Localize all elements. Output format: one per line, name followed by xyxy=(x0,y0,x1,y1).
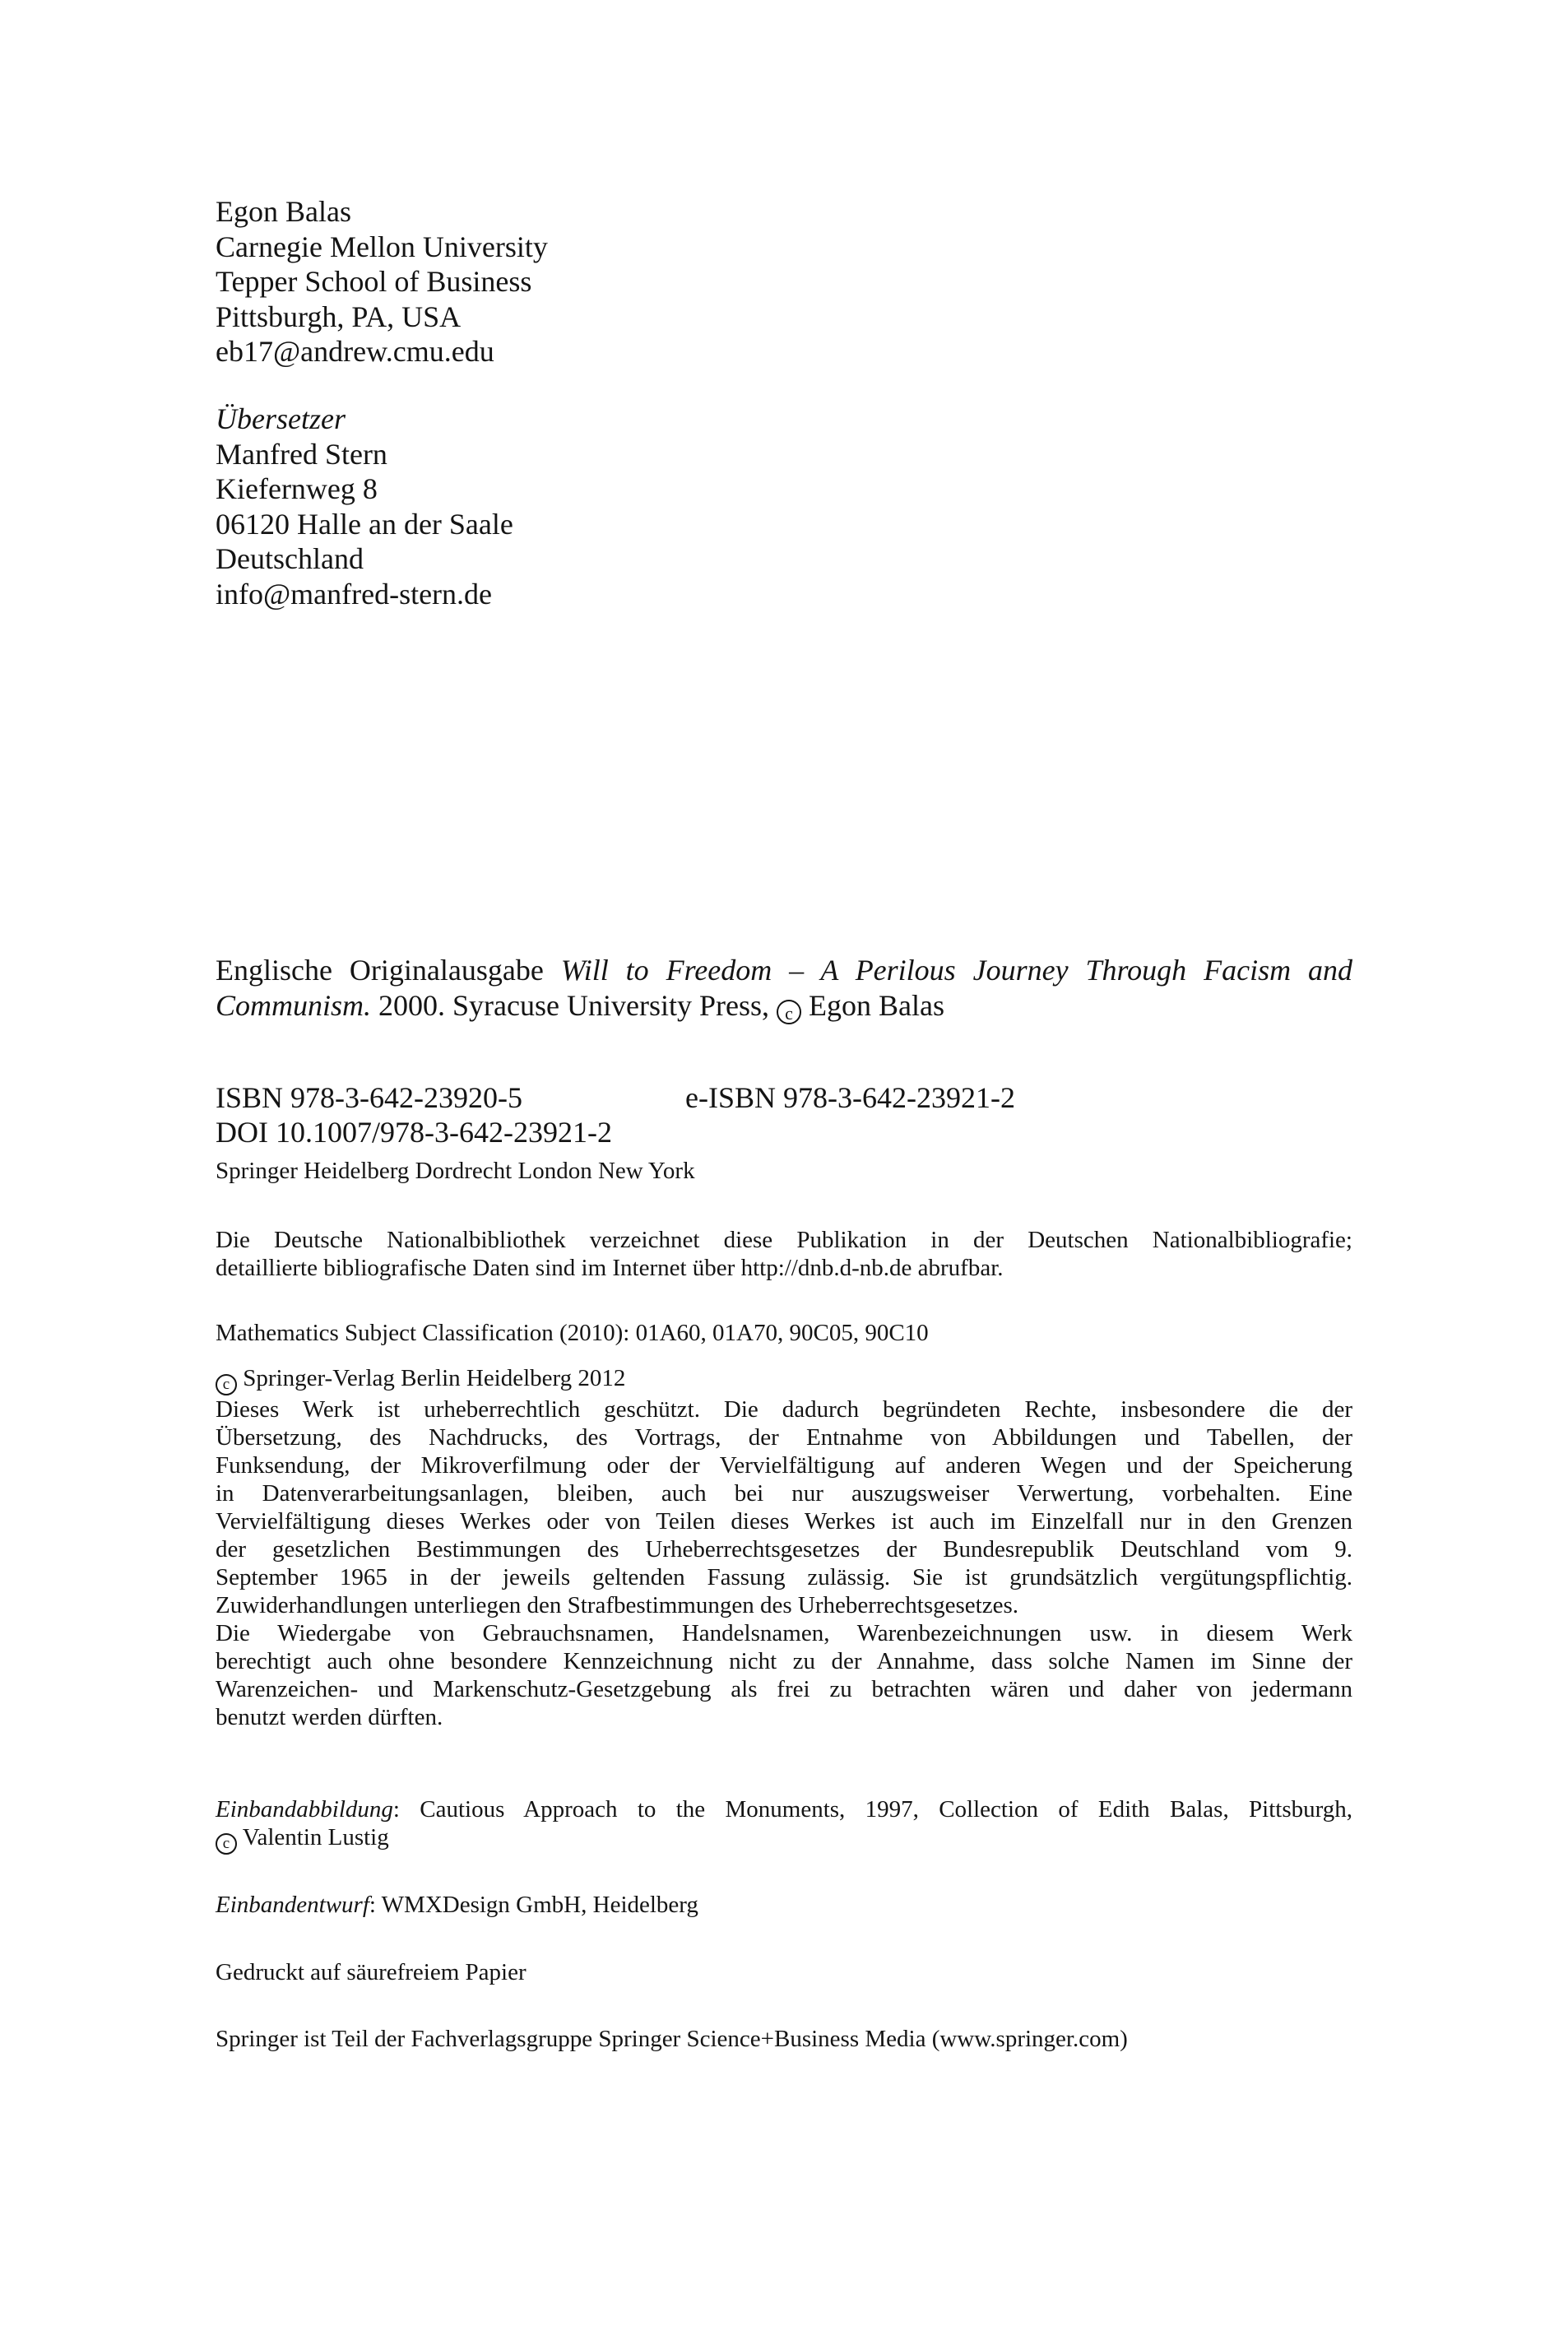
cover-illustration-line-1 xyxy=(216,1795,1352,1823)
copyright-line: Dieses Werk ist urheberrechtlich geschützt. Die dadurch begründeten Rechte, insbesondere die der xyxy=(216,1396,1352,1423)
cover-illustration-text: : Cautious Approach to the Monuments, 1997, Collection of Edith Balas, Pittsburgh, xyxy=(392,1796,1352,1823)
edition-prefix: Englische Originalausgabe xyxy=(216,954,544,987)
isbn: ISBN 978-3-642-23920-5 xyxy=(216,1081,522,1114)
copyright-notice xyxy=(216,1364,1352,1731)
copyright-icon: c xyxy=(216,1374,237,1395)
trademark-line: Die Wiedergabe von Gebrauchsnamen, Handelsnamen, Warenbezeichnungen usw. in diesem Werk xyxy=(216,1620,1352,1646)
trademark-line: Warenzeichen- und Markenschutz-Gesetzgebung als frei zu betrachten wären und daher von jedermann xyxy=(216,1676,1352,1702)
edition-line-1 xyxy=(216,953,1352,988)
author-name: Egon Balas xyxy=(216,195,351,228)
translator-country: Deutschland xyxy=(216,542,364,575)
cover-illustration-label: Einbandabbildung xyxy=(216,1796,393,1823)
trademark-line: berechtigt auch ohne besondere Kennzeichnung nicht zu der Annahme, dass solche Namen im Sinne der xyxy=(216,1648,1352,1674)
copyright-icon: c xyxy=(216,1833,237,1855)
springer-group-note: Springer ist Teil der Fachverlagsgruppe Springer Science+Business Media (www.springer.com) xyxy=(216,2026,1128,2052)
edition-title-part2: Communism. xyxy=(216,988,372,1022)
translator-label: Übersetzer xyxy=(216,402,346,435)
copyright-icon: c xyxy=(777,1000,801,1024)
msc-classification: Mathematics Subject Classification (2010): 01A60, 01A70, 90C05, 90C10 xyxy=(216,1320,929,1346)
translator-address xyxy=(216,402,513,611)
cover-design-text: : WMXDesign GmbH, Heidelberg xyxy=(369,1892,698,1918)
copyright-line: September 1965 in der jeweils geltenden Fassung zulässig. Sie ist grundsätzlich vergütungspflichtig. xyxy=(216,1564,1352,1590)
publisher-places: Springer Heidelberg Dordrecht London New York xyxy=(216,1158,695,1184)
edition-title-part1: Will to Freedom – A Perilous Journey Through Facism and xyxy=(560,954,1353,987)
cover-illustration-credit xyxy=(216,1795,1352,1855)
copyright-line: in Datenverarbeitungsanlagen, bleiben, auch bei nur auszugsweiser Verwertung, vorbehalten. Eine xyxy=(216,1480,1352,1507)
cover-illustration-line-2 xyxy=(216,1823,1352,1855)
translator-street: Kiefernweg 8 xyxy=(216,472,378,505)
trademark-line: benutzt werden dürften. xyxy=(216,1704,443,1730)
copyright-holder-line xyxy=(216,1364,1352,1395)
original-edition-note xyxy=(216,953,1352,1024)
author-city: Pittsburgh, PA, USA xyxy=(216,300,462,333)
dnb-line-1: Die Deutsche Nationalbibliothek verzeichnet diese Publikation in der Deutschen Nationalbibliografie; xyxy=(216,1227,1352,1253)
translator-email: info@manfred-stern.de xyxy=(216,577,493,611)
edition-suffix: 2000. Syracuse University Press, xyxy=(378,988,769,1022)
translator-name: Manfred Stern xyxy=(216,437,387,471)
copyright-holder: Springer-Verlag Berlin Heidelberg 2012 xyxy=(243,1365,626,1391)
translator-city: 06120 Halle an der Saale xyxy=(216,507,513,541)
edition-line-2 xyxy=(216,988,1352,1024)
doi: DOI 10.1007/978-3-642-23921-2 xyxy=(216,1116,612,1149)
copyright-line: der gesetzlichen Bestimmungen des Urheberrechtsgesetzes der Bundesrepublik Deutschland vom 9. xyxy=(216,1536,1352,1563)
edition-holder: Egon Balas xyxy=(808,988,944,1022)
author-email: eb17@andrew.cmu.edu xyxy=(216,335,494,368)
cover-illustration-artist: Valentin Lustig xyxy=(242,1824,389,1850)
e-isbn: e-ISBN 978-3-642-23921-2 xyxy=(685,1081,1015,1114)
copyright-line: Übersetzung, des Nachdrucks, des Vortrags, der Entnahme von Abbildungen und Tabellen, der xyxy=(216,1424,1352,1451)
author-school: Tepper School of Business xyxy=(216,265,532,298)
dnb-line-2: detaillierte bibliografische Daten sind im Internet über http://dnb.d-nb.de abrufbar. xyxy=(216,1255,1004,1281)
author-address xyxy=(216,194,548,369)
copyright-line: Vervielfältigung dieses Werkes oder von Teilen dieses Werkes ist auch im Einzelfall nur in den Grenzen xyxy=(216,1508,1352,1535)
copyright-line: Zuwiderhandlungen unterliegen den Strafbestimmungen des Urheberrechtsgesetzes. xyxy=(216,1592,1019,1618)
copyright-line: Funksendung, der Mikroverfilmung oder der Vervielfältigung auf anderen Wegen und der Speicherung xyxy=(216,1452,1352,1479)
dnb-note xyxy=(216,1226,1352,1282)
author-university: Carnegie Mellon University xyxy=(216,230,548,263)
cover-design-credit xyxy=(216,1891,698,1919)
paper-note: Gedruckt auf säurefreiem Papier xyxy=(216,1959,527,1985)
cover-design-label: Einbandentwurf xyxy=(216,1892,369,1918)
